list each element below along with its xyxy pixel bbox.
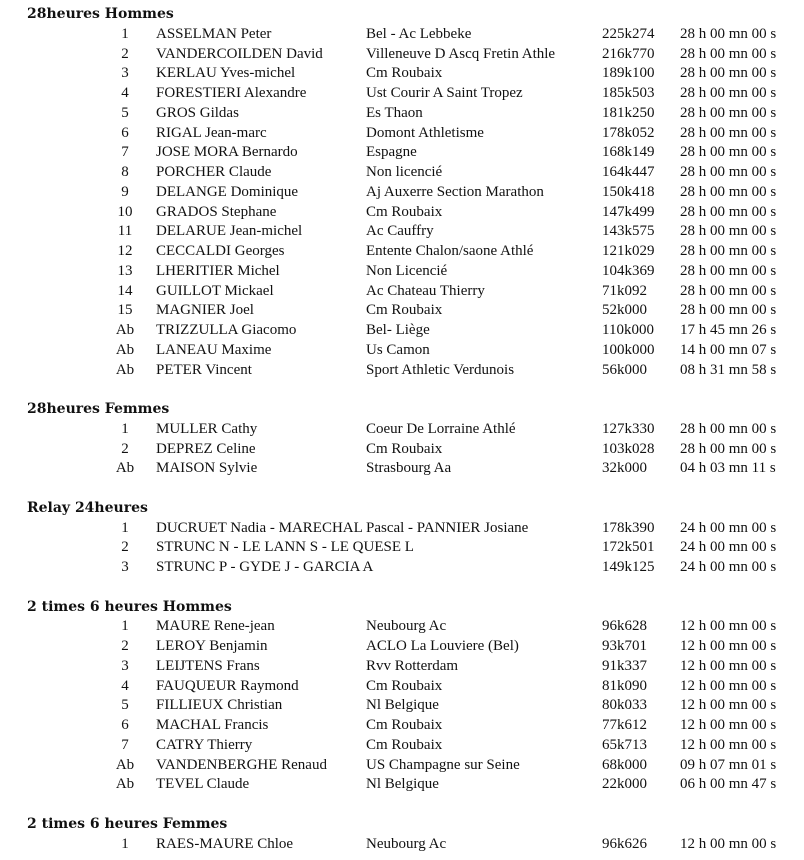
time-cell: 28 h 00 mn 00 s	[680, 85, 777, 101]
time-cell: 12 h 00 mn 00 s	[680, 835, 777, 852]
result-row	[0, 162, 804, 182]
result-row	[0, 63, 804, 83]
club-cell: Nl Belgique	[366, 697, 439, 714]
rank-cell: 7	[121, 736, 129, 753]
athlete-name-cell: VANDERCOILDEN David	[156, 45, 323, 62]
club-cell: Es Thaon	[366, 104, 423, 121]
distance-cell: 172k501	[602, 539, 655, 556]
time-cell: 28 h 00 mn 00 s	[680, 124, 777, 141]
distance-cell: 81k090	[602, 677, 647, 694]
rank-cell: 6	[121, 717, 129, 733]
result-row	[0, 419, 804, 439]
distance-cell: 96k626	[602, 835, 647, 852]
distance-cell: 56k000	[602, 361, 647, 378]
rank-cell: Ab	[115, 460, 135, 477]
club-cell: Us Camon	[366, 341, 430, 358]
athlete-name-cell: RAES-MAURE Chloe	[156, 835, 294, 852]
rank-cell: 6	[121, 124, 129, 141]
athlete-name-cell: CECCALDI Georges	[156, 243, 285, 259]
distance-cell: 185k503	[602, 85, 655, 101]
section-title: 28heures Femmes	[27, 401, 170, 417]
rank-cell: 14	[117, 282, 133, 299]
distance-cell: 96k628	[602, 618, 647, 635]
distance-cell: 104k369	[602, 262, 655, 279]
result-row	[0, 103, 804, 123]
athlete-name-cell: DELANGE Dominique	[156, 183, 299, 200]
time-cell: 28 h 00 mn 00 s	[680, 302, 777, 319]
result-row	[0, 676, 804, 696]
time-cell: 28 h 00 mn 00 s	[680, 104, 777, 121]
time-cell: 28 h 00 mn 00 s	[680, 262, 777, 279]
distance-cell: 32k000	[602, 460, 647, 477]
time-cell: 28 h 00 mn 00 s	[680, 65, 777, 82]
result-row	[0, 320, 804, 340]
athlete-name-cell: MAISON Sylvie	[156, 460, 258, 477]
time-cell: 04 h 03 mn 11 s	[680, 460, 776, 477]
time-cell: 12 h 00 mn 00 s	[680, 638, 777, 654]
time-cell: 28 h 00 mn 00 s	[680, 164, 777, 180]
athlete-name-cell: GUILLOT Mickael	[156, 282, 274, 299]
distance-cell: 189k100	[602, 65, 655, 82]
club-cell: Ust Courir A Saint Tropez	[366, 85, 523, 101]
club-cell: Cm Roubaix	[366, 736, 443, 753]
club-cell: Coeur De Lorraine Athlé	[366, 420, 516, 437]
result-row	[0, 715, 804, 735]
section-title: 2 times 6 heures Femmes	[27, 815, 228, 832]
club-cell: Bel- Liège	[366, 322, 430, 338]
club-cell: Non Licencié	[366, 262, 448, 279]
section-title: 2 times 6 heures Hommes	[27, 598, 232, 615]
athlete-name-cell: FAUQUEUR Raymond	[156, 677, 299, 694]
distance-cell: 164k447	[602, 164, 655, 180]
result-row	[0, 142, 804, 162]
time-cell: 28 h 00 mn 00 s	[680, 203, 777, 220]
distance-cell: 71k092	[602, 282, 647, 299]
rank-cell: 1	[121, 519, 129, 536]
time-cell: 06 h 00 mn 47 s	[680, 776, 777, 793]
result-row	[0, 656, 804, 676]
rank-cell: 2	[121, 45, 129, 62]
rank-cell: 2	[121, 638, 129, 654]
club-cell: Cm Roubaix	[366, 677, 443, 694]
time-cell: 24 h 00 mn 00 s	[680, 539, 777, 556]
distance-cell: 216k770	[602, 45, 655, 62]
rank-cell: 11	[117, 223, 133, 240]
athlete-name-cell: PORCHER Claude	[156, 164, 272, 180]
rank-cell: 2	[121, 539, 129, 556]
rank-cell: 9	[121, 183, 129, 200]
athlete-name-cell: PETER Vincent	[156, 361, 252, 378]
time-cell: 28 h 00 mn 00 s	[680, 25, 777, 42]
result-row	[0, 518, 804, 538]
result-row	[0, 340, 804, 360]
athlete-name-cell: FORESTIERI Alexandre	[156, 85, 307, 101]
athlete-name-cell: DEPREZ Celine	[156, 440, 256, 457]
athlete-name-cell: KERLAU Yves-michel	[156, 65, 296, 82]
result-row	[0, 202, 804, 222]
athlete-name-cell: RIGAL Jean-marc	[156, 124, 267, 141]
time-cell: 28 h 00 mn 00 s	[680, 45, 777, 62]
distance-cell: 91k337	[602, 657, 647, 674]
time-cell: 28 h 00 mn 00 s	[680, 282, 777, 299]
distance-cell: 143k575	[602, 223, 655, 240]
time-cell: 28 h 00 mn 00 s	[680, 243, 777, 259]
distance-cell: 52k000	[602, 302, 647, 319]
distance-cell: 100k000	[602, 341, 655, 358]
distance-cell: 93k701	[602, 638, 647, 654]
athlete-name-cell: DUCRUET Nadia - MARECHAL Pascal - PANNIER Josiane	[156, 519, 529, 536]
time-cell: 28 h 00 mn 00 s	[680, 223, 777, 240]
rank-cell: Ab	[115, 776, 135, 793]
result-row	[0, 24, 804, 44]
result-row	[0, 300, 804, 320]
result-row	[0, 774, 804, 794]
result-row	[0, 360, 804, 380]
result-row	[0, 123, 804, 143]
athlete-name-cell: CATRY Thierry	[156, 736, 253, 753]
club-cell: Cm Roubaix	[366, 717, 443, 733]
club-cell: Cm Roubaix	[366, 203, 443, 220]
athlete-name-cell: LANEAU Maxime	[156, 341, 272, 358]
athlete-name-cell: JOSE MORA Bernardo	[156, 144, 298, 161]
distance-cell: 77k612	[602, 717, 647, 733]
result-row	[0, 261, 804, 281]
distance-cell: 181k250	[602, 104, 655, 121]
club-cell: Strasbourg Aa	[366, 460, 452, 477]
result-row	[0, 281, 804, 301]
distance-cell: 80k033	[602, 697, 647, 714]
distance-cell: 103k028	[602, 440, 655, 457]
rank-cell: 7	[121, 144, 129, 161]
club-cell: US Champagne sur Seine	[366, 756, 520, 773]
distance-cell: 178k052	[602, 124, 655, 141]
time-cell: 24 h 00 mn 00 s	[680, 559, 777, 575]
rank-cell: 3	[121, 559, 129, 575]
result-row	[0, 83, 804, 103]
club-cell: Neubourg Ac	[366, 618, 447, 635]
time-cell: 28 h 00 mn 00 s	[680, 183, 777, 200]
distance-cell: 65k713	[602, 736, 647, 753]
athlete-name-cell: MULLER Cathy	[156, 420, 258, 437]
distance-cell: 168k149	[602, 144, 655, 161]
time-cell: 17 h 45 mn 26 s	[680, 322, 777, 338]
club-cell: ACLO La Louviere (Bel)	[366, 638, 519, 654]
rank-cell: Ab	[115, 341, 135, 358]
result-row	[0, 616, 804, 636]
rank-cell: 4	[121, 677, 129, 694]
athlete-name-cell: STRUNC N - LE LANN S - LE QUESE L	[156, 539, 414, 556]
athlete-name-cell: STRUNC P - GYDE J - GARCIA A	[156, 559, 374, 575]
time-cell: 12 h 00 mn 00 s	[680, 717, 777, 733]
time-cell: 12 h 00 mn 00 s	[680, 657, 777, 674]
athlete-name-cell: FILLIEUX Christian	[156, 697, 283, 714]
club-cell: Bel - Ac Lebbeke	[366, 25, 472, 42]
result-row	[0, 458, 804, 478]
time-cell: 28 h 00 mn 00 s	[680, 144, 777, 161]
rank-cell: 3	[121, 657, 129, 674]
rank-cell: 12	[117, 243, 133, 259]
time-cell: 12 h 00 mn 00 s	[680, 677, 777, 694]
club-cell: Cm Roubaix	[366, 302, 443, 319]
result-row	[0, 241, 804, 261]
distance-cell: 225k274	[602, 25, 655, 42]
athlete-name-cell: VANDENBERGHE Renaud	[156, 756, 327, 773]
section-title: 28heures Hommes	[27, 6, 174, 22]
result-row	[0, 755, 804, 775]
section-title: Relay 24heures	[27, 499, 148, 516]
result-row	[0, 834, 804, 854]
athlete-name-cell: TEVEL Claude	[156, 776, 250, 793]
distance-cell: 149k125	[602, 559, 655, 575]
rank-cell: 1	[121, 618, 129, 635]
club-cell: Domont Athletisme	[366, 124, 484, 141]
rank-cell: 5	[121, 697, 129, 714]
athlete-name-cell: TRIZZULLA Giacomo	[156, 322, 297, 338]
time-cell: 14 h 00 mn 07 s	[680, 341, 777, 358]
result-row	[0, 182, 804, 202]
club-cell: Nl Belgique	[366, 776, 439, 793]
rank-cell: 1	[121, 835, 129, 852]
athlete-name-cell: DELARUE Jean-michel	[156, 223, 303, 240]
distance-cell: 178k390	[602, 519, 655, 536]
result-row	[0, 221, 804, 241]
club-cell: Cm Roubaix	[366, 65, 443, 82]
result-row	[0, 557, 804, 577]
club-cell: Espagne	[366, 144, 417, 161]
time-cell: 12 h 00 mn 00 s	[680, 736, 777, 753]
time-cell: 28 h 00 mn 00 s	[680, 420, 777, 437]
result-row	[0, 439, 804, 459]
club-cell: Rvv Rotterdam	[366, 657, 459, 674]
athlete-name-cell: LHERITIER Michel	[156, 262, 280, 279]
time-cell: 24 h 00 mn 00 s	[680, 519, 777, 536]
time-cell: 28 h 00 mn 00 s	[680, 440, 777, 457]
distance-cell: 150k418	[602, 183, 655, 200]
club-cell: Entente Chalon/saone Athlé	[366, 243, 534, 259]
rank-cell: 4	[121, 85, 129, 101]
rank-cell: 10	[117, 203, 133, 220]
result-row	[0, 537, 804, 557]
athlete-name-cell: MAURE Rene-jean	[156, 618, 275, 635]
athlete-name-cell: MAGNIER Joel	[156, 302, 254, 319]
rank-cell: 1	[121, 25, 129, 42]
club-cell: Cm Roubaix	[366, 440, 443, 457]
rank-cell: 3	[121, 65, 129, 82]
result-row	[0, 636, 804, 656]
time-cell: 12 h 00 mn 00 s	[680, 697, 777, 714]
time-cell: 08 h 31 mn 58 s	[680, 361, 777, 378]
athlete-name-cell: GRADOS Stephane	[156, 203, 277, 220]
athlete-name-cell: LEROY Benjamin	[156, 638, 268, 654]
distance-cell: 22k000	[602, 776, 647, 793]
time-cell: 12 h 00 mn 00 s	[680, 618, 777, 635]
club-cell: Sport Athletic Verdunois	[366, 361, 515, 378]
club-cell: Aj Auxerre Section Marathon	[366, 183, 544, 200]
athlete-name-cell: ASSELMAN Peter	[156, 25, 272, 42]
rank-cell: Ab	[115, 361, 135, 378]
rank-cell: 8	[121, 164, 129, 180]
club-cell: Ac Chateau Thierry	[366, 282, 485, 299]
club-cell: Non licencié	[366, 164, 443, 180]
time-cell: 09 h 07 mn 01 s	[680, 756, 777, 773]
distance-cell: 68k000	[602, 756, 647, 773]
rank-cell: 1	[121, 420, 129, 437]
rank-cell: 15	[117, 302, 133, 319]
rank-cell: 5	[121, 104, 129, 121]
athlete-name-cell: LEIJTENS Frans	[156, 657, 260, 674]
athlete-name-cell: GROS Gildas	[156, 104, 239, 121]
rank-cell: Ab	[115, 322, 135, 338]
rank-cell: 13	[117, 262, 133, 279]
distance-cell: 121k029	[602, 243, 655, 259]
rank-cell: 2	[121, 440, 129, 457]
distance-cell: 127k330	[602, 420, 655, 437]
result-row	[0, 44, 804, 64]
athlete-name-cell: MACHAL Francis	[156, 717, 269, 733]
club-cell: Ac Cauffry	[366, 223, 434, 240]
club-cell: Neubourg Ac	[366, 835, 447, 852]
result-row	[0, 735, 804, 755]
distance-cell: 147k499	[602, 203, 655, 220]
result-row	[0, 695, 804, 715]
distance-cell: 110k000	[602, 322, 654, 338]
club-cell: Villeneuve D Ascq Fretin Athle	[366, 45, 556, 62]
rank-cell: Ab	[115, 756, 135, 773]
